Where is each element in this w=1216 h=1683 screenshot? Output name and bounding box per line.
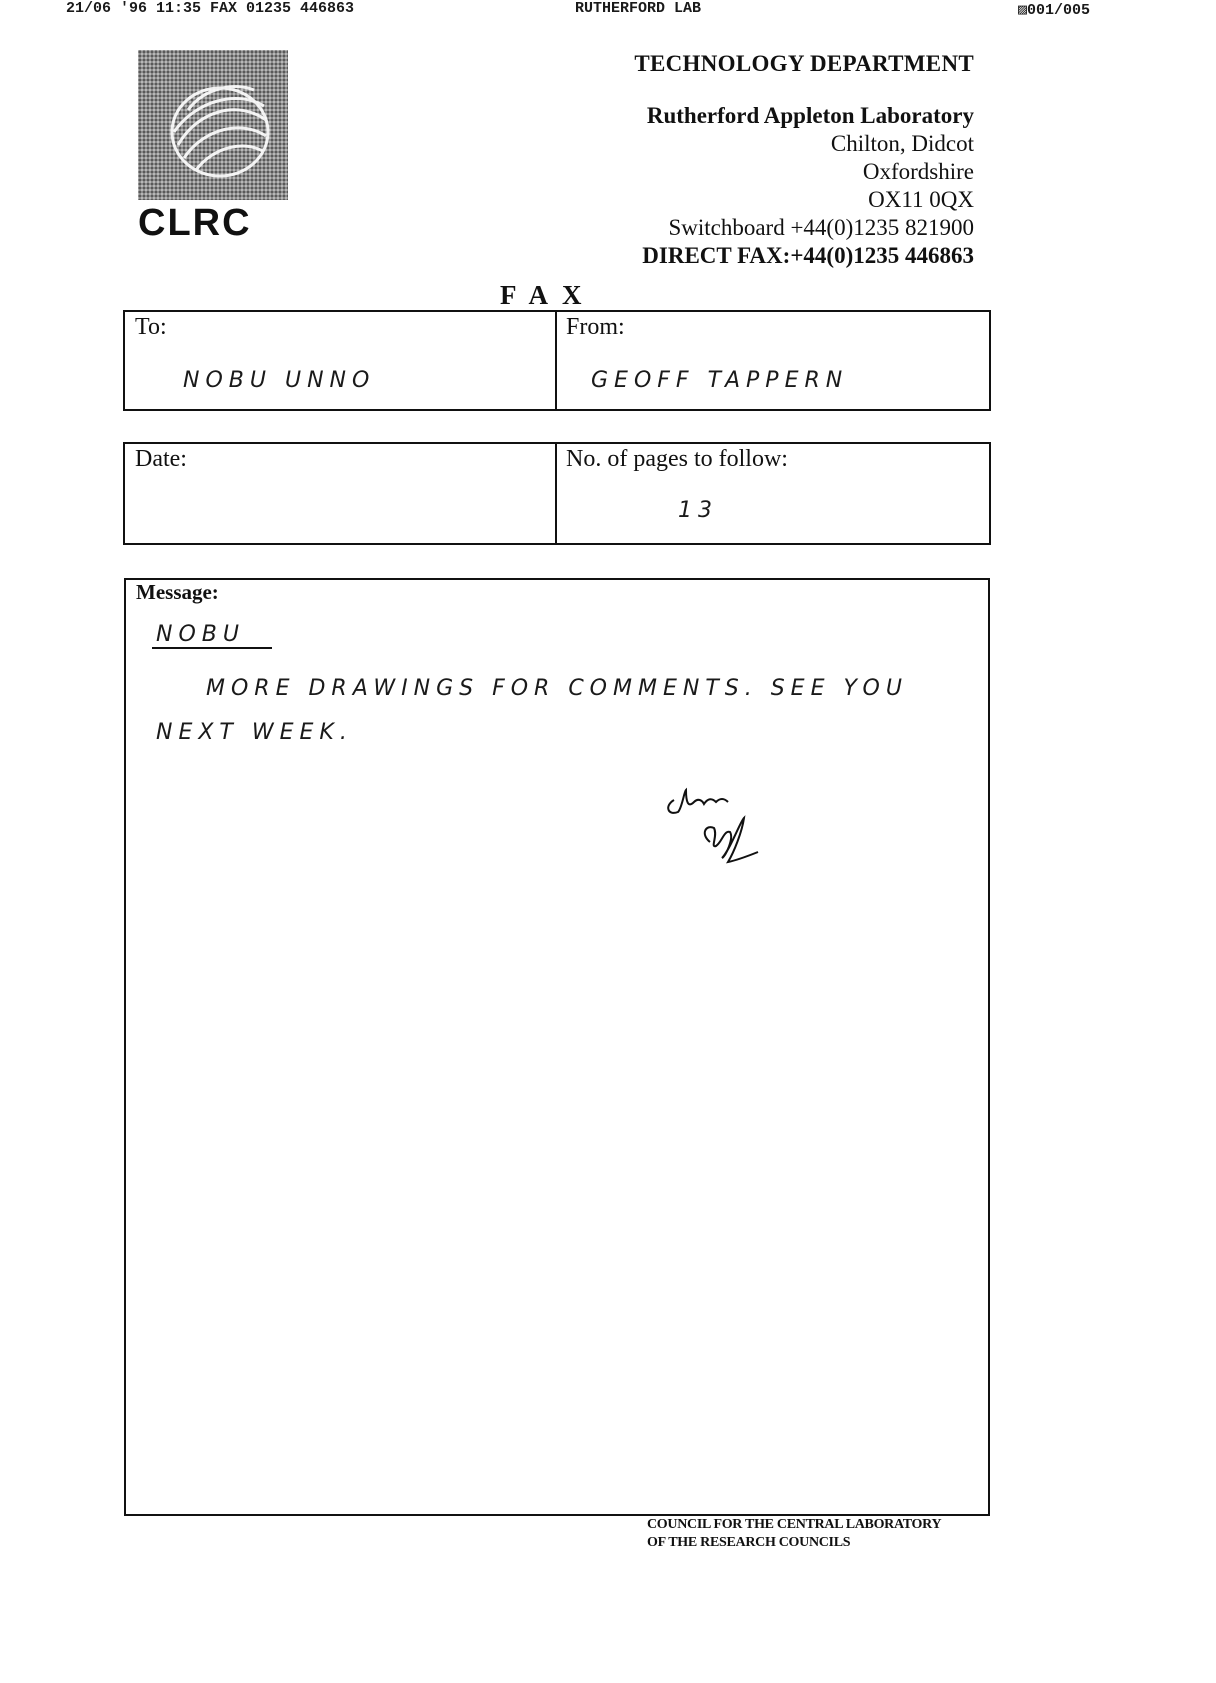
address-line-2: Oxfordshire [862, 159, 974, 184]
organization-name: Rutherford Appleton Laboratory [646, 103, 974, 128]
message-line-1: MORE DRAWINGS FOR COMMENTS. SEE YOU [206, 676, 908, 701]
postcode: OX11 0QX [868, 187, 974, 212]
from-label: From: [566, 314, 625, 340]
date-pages-divider [555, 444, 557, 543]
handwritten-signature [660, 772, 790, 872]
to-label: To: [135, 314, 167, 340]
clrc-logo [138, 50, 288, 244]
department-name: TECHNOLOGY DEPARTMENT [634, 51, 974, 76]
message-label: Message: [136, 580, 219, 604]
address-line-1: Chilton, Didcot [830, 131, 974, 156]
greeting-underline [152, 647, 272, 649]
globe-logo-icon [138, 50, 288, 200]
message-greeting: NOBU [156, 622, 245, 647]
signature-icon [660, 772, 790, 872]
direct-fax-number: DIRECT FAX:+44(0)1235 446863 [642, 243, 974, 268]
footer-line-1: COUNCIL FOR THE CENTRAL LABORATORY [647, 1517, 942, 1532]
message-box [124, 578, 990, 1516]
pages-label: No. of pages to follow: [566, 446, 788, 472]
from-value: GEOFF TAPPERN [591, 368, 849, 393]
fax-sender-name: RUTHERFORD LAB [575, 0, 702, 17]
logo-wordmark: CLRC [138, 202, 252, 244]
pages-value: 13 [678, 498, 718, 523]
date-pages-box [123, 442, 991, 545]
footer-council-name [647, 1516, 941, 1552]
to-from-box [123, 310, 991, 411]
fax-timestamp-number: 21/06 '96 11:35 FAX 01235 446863 [66, 0, 355, 17]
message-line-2: NEXT WEEK. [156, 720, 353, 745]
fax-transmission-header [0, 0, 1216, 18]
letterhead-address [634, 50, 974, 270]
fax-page-counter: ▨001/005 [1018, 2, 1091, 19]
document-title: FAX [500, 280, 596, 310]
footer-line-2: OF THE RESEARCH COUNCILS [647, 1535, 851, 1550]
to-from-divider [555, 312, 557, 409]
to-value: NOBU UNNO [183, 368, 376, 393]
switchboard-number: Switchboard +44(0)1235 821900 [668, 215, 974, 240]
date-label: Date: [135, 446, 187, 472]
